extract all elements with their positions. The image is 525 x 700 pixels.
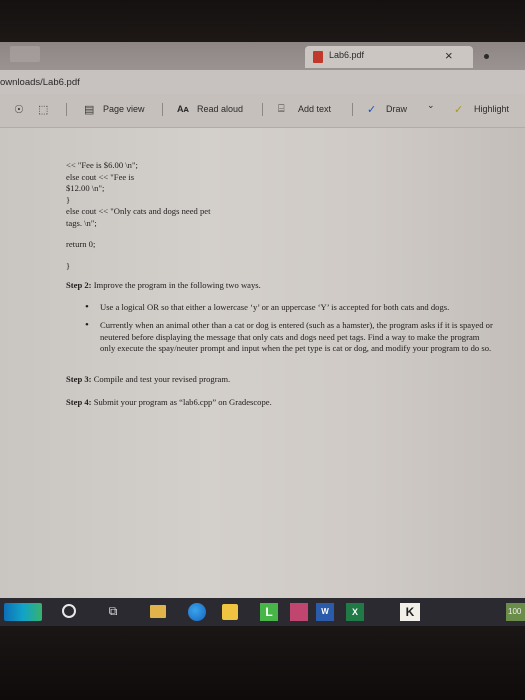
code-line: << "Fee is $6.00 \n"; bbox=[66, 160, 138, 170]
highlight-button[interactable]: Highlight bbox=[474, 104, 510, 114]
bullet-item: • Currently when an animal other than a cat or dog is entered (such as a hamster), the program asks if it is spayed or neutered before displaying the message that only cats and dogs need pet tags. Find a way to make the program only execute the spay/neuter prompt and input when the pet type is cat or dog, and modify your program to do so. bbox=[85, 320, 495, 355]
draw-pen-icon[interactable]: ✓ bbox=[367, 104, 377, 116]
tab-title: Lab6.pdf bbox=[329, 50, 365, 60]
draw-options-chevron-icon[interactable]: ⌄ bbox=[427, 100, 435, 110]
fit-page-icon[interactable]: ⬚ bbox=[38, 104, 49, 116]
page-view-icon[interactable]: ▤ bbox=[84, 104, 95, 116]
inactive-tab[interactable] bbox=[10, 46, 40, 62]
add-text-icon[interactable]: ⌸ bbox=[278, 103, 285, 115]
code-line: tags. \n"; bbox=[66, 217, 97, 228]
step-4-label: Step 4: bbox=[66, 397, 92, 407]
contents-icon[interactable]: ☉ bbox=[14, 104, 24, 116]
step-2-text: Improve the program in the following two ways. bbox=[91, 280, 261, 290]
highlighter-icon[interactable]: ✓ bbox=[454, 104, 464, 116]
toolbar-divider bbox=[352, 103, 353, 116]
read-aloud-button[interactable]: Read aloud bbox=[197, 104, 244, 114]
step-3-text: Compile and test your revised program. bbox=[91, 373, 231, 384]
address-url[interactable]: ownloads/Lab6.pdf bbox=[0, 77, 80, 88]
edge-browser-icon[interactable] bbox=[188, 603, 206, 621]
task-view-icon[interactable]: ⧉ bbox=[108, 604, 118, 618]
windows-taskbar bbox=[0, 598, 525, 626]
toolbar-divider bbox=[66, 103, 67, 116]
powerpoint-icon[interactable] bbox=[290, 603, 308, 621]
code-line: } bbox=[66, 194, 71, 205]
pdf-file-icon bbox=[313, 51, 323, 63]
app-k-icon[interactable]: K bbox=[400, 603, 420, 621]
address-bar[interactable] bbox=[0, 70, 525, 94]
step-2-bullet-list bbox=[85, 302, 506, 355]
tab-lab6-pdf[interactable] bbox=[305, 46, 473, 68]
system-tray-battery[interactable]: 100 bbox=[506, 603, 525, 621]
document-content bbox=[66, 160, 506, 409]
bullet-item: • Use a logical OR so that either a lowercase ‘y’ or an uppercase ‘Y’ is accepted for both cats and dogs. bbox=[85, 302, 495, 314]
excel-icon[interactable]: X bbox=[346, 603, 364, 621]
word-icon[interactable]: W bbox=[316, 603, 334, 621]
step-2-heading bbox=[66, 280, 506, 292]
toolbar-divider bbox=[162, 103, 163, 116]
new-tab-dot-icon[interactable] bbox=[484, 54, 489, 59]
step-4-heading bbox=[66, 397, 506, 409]
office-lens-icon[interactable]: L bbox=[260, 603, 278, 621]
code-line: else cout << "Fee is bbox=[66, 171, 135, 182]
file-explorer-icon[interactable] bbox=[150, 605, 166, 618]
read-aloud-icon[interactable]: Aᴀ bbox=[177, 104, 189, 114]
step-4-text: Submit your program as “lab6.cpp” on Gradescope. bbox=[91, 397, 272, 407]
monitor-top-bezel bbox=[0, 0, 525, 42]
step-2-label: Step 2: bbox=[66, 280, 92, 290]
code-return-line: return 0; bbox=[66, 239, 96, 249]
monitor-bottom-bezel bbox=[0, 626, 525, 700]
code-line: else cout << "Only cats and dogs need pet bbox=[66, 206, 211, 216]
step-3-label: Step 3: bbox=[66, 373, 92, 384]
add-text-button[interactable]: Add text bbox=[298, 104, 332, 114]
start-button[interactable] bbox=[4, 603, 42, 621]
draw-button[interactable]: Draw bbox=[386, 104, 408, 114]
page-view-button[interactable]: Page view bbox=[103, 104, 145, 114]
code-line: $12.00 \n"; bbox=[66, 183, 105, 193]
store-icon[interactable] bbox=[222, 604, 238, 620]
pdf-toolbar bbox=[0, 94, 525, 128]
code-closing-brace: } bbox=[66, 260, 71, 271]
step-3-heading bbox=[66, 374, 506, 386]
search-icon[interactable] bbox=[62, 604, 76, 618]
toolbar-divider bbox=[262, 103, 263, 116]
pdf-document-page bbox=[0, 128, 525, 598]
close-tab-icon[interactable]: × bbox=[445, 48, 453, 63]
